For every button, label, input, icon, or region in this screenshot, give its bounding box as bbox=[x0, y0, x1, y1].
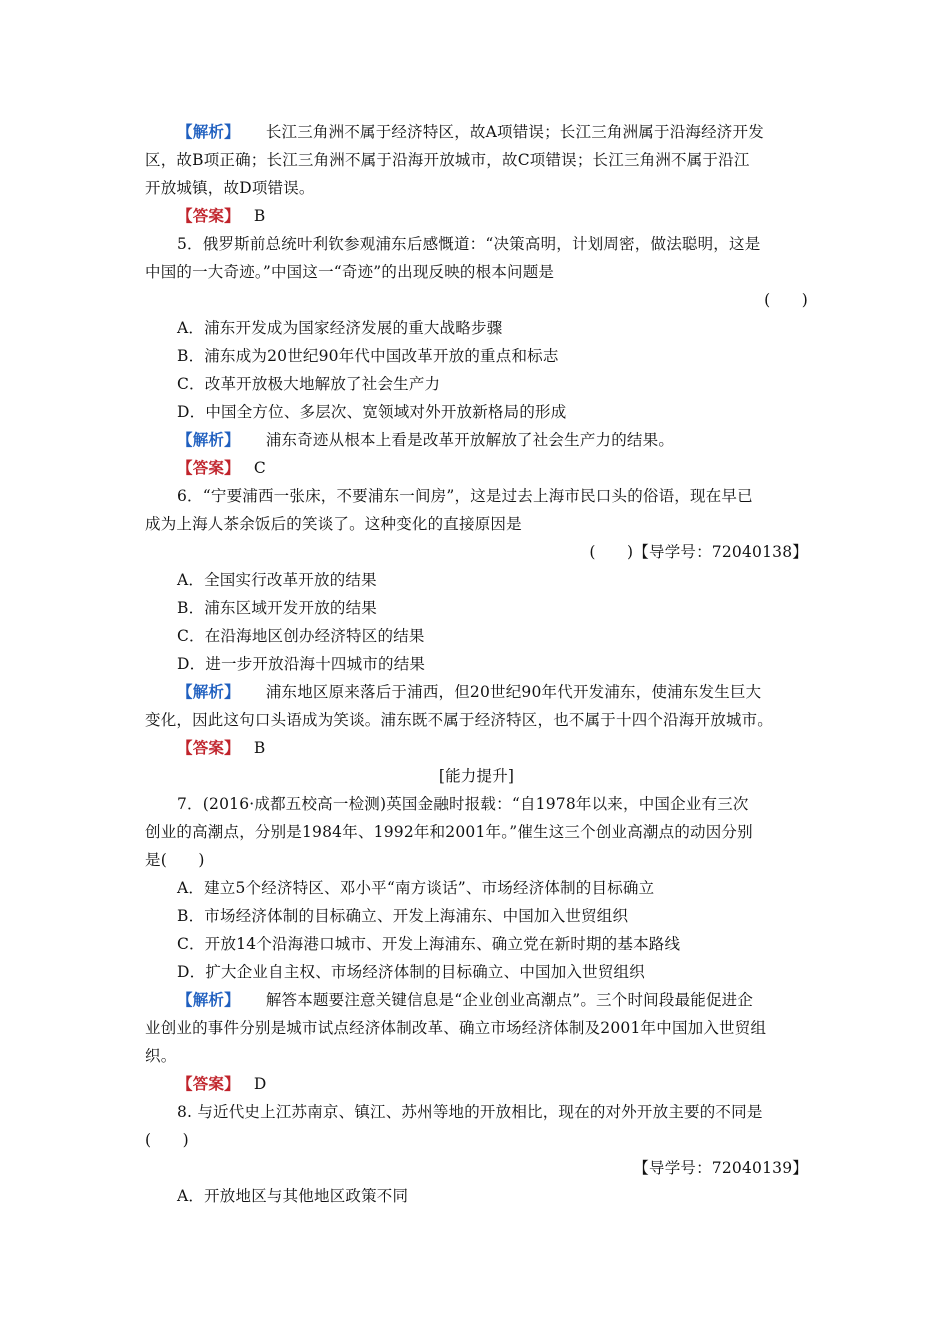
q6-option-a: A．全国实行改革开放的结果 bbox=[177, 571, 377, 589]
q8-guide: 【导学号：72040139】 bbox=[633, 1159, 808, 1177]
q7-option-d: D．扩大企业自主权、市场经济体制的目标确立、中国加入世贸组织 bbox=[177, 963, 645, 981]
answer-label: 【答案】 bbox=[177, 458, 240, 477]
analysis-label: 【解析】 bbox=[177, 682, 240, 701]
q7-analysis: 【解析】 解答本题要注意关键信息是“企业创业高潮点”。三个时间段最能促进企 bbox=[177, 990, 754, 1009]
q5-stem: 中国的一大奇迹。”中国这一“奇迹”的出现反映的根本问题是 bbox=[145, 263, 555, 281]
q7-answer: 【答案】 D bbox=[177, 1074, 267, 1093]
q5-answer: 【答案】 C bbox=[177, 458, 266, 477]
answer-label: 【答案】 bbox=[177, 738, 240, 757]
q7-option-c: C．开放14个沿海港口城市、开发上海浦东、确立党在新时期的基本路线 bbox=[177, 935, 681, 953]
q5-bracket: ( ) bbox=[764, 291, 808, 309]
q5-option-d: D．中国全方位、多层次、宽领域对外开放新格局的形成 bbox=[177, 403, 567, 421]
q7-analysis-line: 织。 bbox=[145, 1047, 177, 1065]
analysis-label: 【解析】 bbox=[177, 430, 240, 449]
q5-option-a: A．浦东开发成为国家经济发展的重大战略步骤 bbox=[177, 319, 503, 337]
answer-label: 【答案】 bbox=[177, 1074, 240, 1093]
q5-analysis: 【解析】 浦东奇迹从根本上看是改革开放解放了社会生产力的结果。 bbox=[177, 430, 675, 449]
analysis-label: 【解析】 bbox=[177, 122, 240, 141]
q5-option-b: B．浦东成为20世纪90年代中国改革开放的重点和标志 bbox=[177, 347, 559, 365]
q7-analysis-line: 业创业的事件分别是城市试点经济体制改革、确立市场经济体制及2001年中国加入世贸组 bbox=[145, 1019, 767, 1037]
q6-analysis-line: 变化，因此这句口头语成为笑谈。浦东既不属于经济特区，也不属于十四个沿海开放城市。 bbox=[145, 711, 774, 729]
q6-stem: 成为上海人茶余饭后的笑谈了。这种变化的直接原因是 bbox=[145, 515, 522, 533]
q4-answer: 【答案】 B bbox=[177, 206, 266, 225]
q6-stem: 6．“宁要浦西一张床，不要浦东一间房”，这是过去上海市民口头的俗语，现在早已 bbox=[177, 487, 753, 505]
q7-option-a: A．建立5个经济特区、邓小平“南方谈话”、市场经济体制的目标确立 bbox=[177, 879, 655, 897]
q6-option-b: B．浦东区域开发开放的结果 bbox=[177, 599, 377, 617]
q6-option-c: C．在沿海地区创办经济特区的结果 bbox=[177, 627, 425, 645]
q7-stem: 是( ) bbox=[145, 851, 205, 869]
q5-option-c: C．改革开放极大地解放了社会生产力 bbox=[177, 375, 441, 393]
q6-answer: 【答案】 B bbox=[177, 738, 266, 757]
q7-option-b: B．市场经济体制的目标确立、开发上海浦东、中国加入世贸组织 bbox=[177, 907, 629, 925]
q5-stem: 5．俄罗斯前总统叶利钦参观浦东后感慨道：“决策高明，计划周密，做法聪明，这是 bbox=[177, 235, 761, 253]
q8-option-a: A．开放地区与其他地区政策不同 bbox=[177, 1187, 409, 1205]
q8-stem: ( ) bbox=[145, 1131, 189, 1149]
q6-analysis: 【解析】 浦东地区原来落后于浦西，但20世纪90年代开发浦东，使浦东发生巨大 bbox=[177, 682, 762, 701]
q6-option-d: D．进一步开放沿海十四城市的结果 bbox=[177, 655, 426, 673]
q7-stem: 创业的高潮点，分别是1984年、1992年和2001年。”催生这三个创业高潮点的动因分别 bbox=[145, 823, 753, 841]
analysis-label: 【解析】 bbox=[177, 990, 240, 1009]
q4-analysis-line: 区，故B项正确；长江三角洲不属于沿海开放城市，故C项错误；长江三角洲不属于沿江 bbox=[145, 151, 750, 169]
q4-analysis-line: 【解析】 长江三角洲不属于经济特区，故A项错误；长江三角洲属于沿海经济开发 bbox=[177, 122, 764, 141]
q8-stem: 8. 与近代史上江苏南京、镇江、苏州等地的开放相比，现在的对外开放主要的不同是 bbox=[177, 1103, 763, 1121]
q7-stem: 7．(2016·成都五校高一检测)英国金融时报载：“自1978年以来，中国企业有三次 bbox=[177, 795, 749, 813]
q4-analysis-line: 开放城镇，故D项错误。 bbox=[145, 179, 315, 197]
q6-bracket-guide: ( )【导学号：72040138】 bbox=[589, 543, 808, 561]
answer-label: 【答案】 bbox=[177, 206, 240, 225]
section-title: [能力提升] bbox=[438, 767, 515, 785]
